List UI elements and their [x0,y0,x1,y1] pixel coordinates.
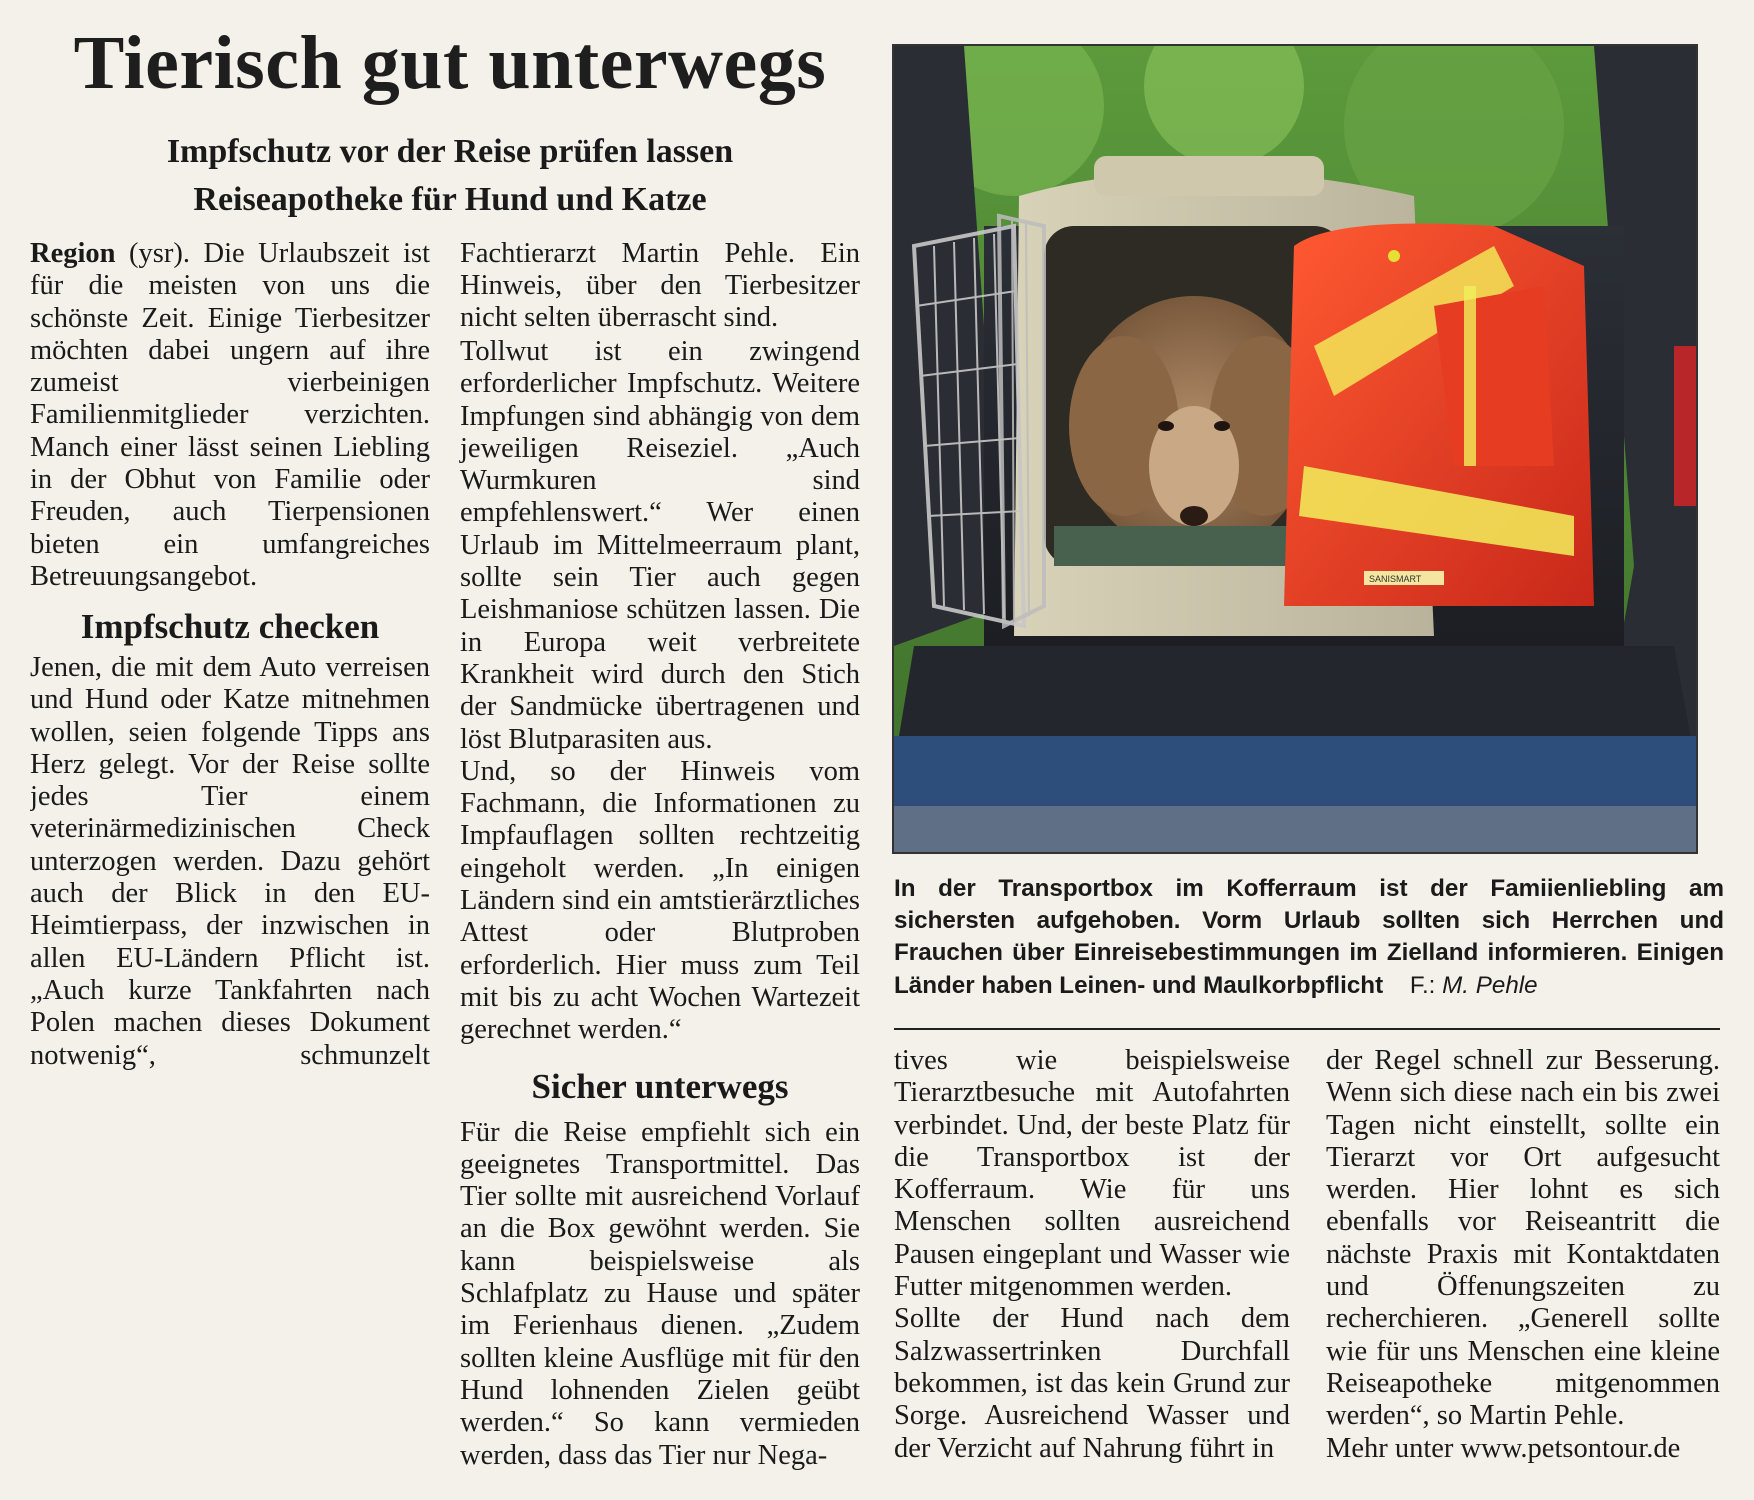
section2-paragraph-1a: Für die Reise empfiehlt sich ein geeignetes Transportmittel. Das Tier sollte mit ausreichend Vorlauf an die Box gewöhnt werden. Sie kann beispielsweise als Schlafplatz zu Hause und später im Ferienhaus dienen. „Zudem sollten kleine Ausflüge mit für den Hund lohnenden Zielen geübt werden.“ So kann vermieden werden, dass das Tier nur Nega- [460,1116,860,1471]
section-heading-impfschutz: Impfschutz checken [80,607,380,647]
photo-credit-author: M. Pehle [1442,971,1538,999]
section1-paragraph-1-continued: Fachtierarzt Martin Pehle. Ein Hinweis, über den Tierbesitzer nicht selten überrascht sind. [460,238,860,334]
article-column-1 [30,238,430,657]
dateline: Region [30,238,116,269]
article-subtitle [40,128,860,224]
section1-paragraph-2: Tollwut ist ein zwingend erforderlicher Impfschutz. Weitere Impfungen sind abhängig von dem jeweiligen Reiseziel. „Auch Wurmkuren sind empfehlenswert.“ Wer einen Urlaub im Mittelmeerraum plant, sollte sein Tier auch gegen Leishmaniose schützen lassen. Die in Europa weit verbreitete Krankheit wird durch den Stich der Sandmücke übertragenen und löst Blutparasiten aus. [460,336,860,755]
bag-label: SANISMART [1369,574,1422,584]
article-column-3 [894,1045,1290,1465]
section1-p1-part2-window [460,238,860,340]
caption-divider [894,1028,1720,1030]
subtitle-line-1: Impfschutz vor der Reise prüfen lassen [166,133,734,170]
section1-paragraph-3: Und, so der Hinweis vom Fachmann, die Informationen zu Impfauflagen sollten rechtzeitig eingeholt werden. „In einigen Ländern sind ein amtstierärztliches Attest oder Blutproben erforderlich. Hier muss zum Teil mit bis zu acht Wochen Wartezeit gerechnet werden.“ [460,755,860,1046]
caption-text: In der Transportbox im Kofferraum ist der Famiienliebling am sichersten aufgehoben. Vorm Urlaub sollten sich Herrchen und Frauchen über Einreisebestimmungen im Zielland informieren. Einigen Länder haben Leinen- und Maulkorbpflicht [894,875,1724,999]
photo-credit-label: F.: [1409,971,1436,999]
photo-caption [894,873,1724,1002]
intro-paragraph [30,238,430,593]
article-column-4 [1326,1045,1720,1465]
intro-text: (ysr). Die Urlaubszeit ist für die meisten von uns die schönste Zeit. Einige Tierbesitzer möchten dabei ungern auf ihre zumeist vierbeinigen Familienmitglieder verzichten. Manch einer lässt seinen Liebling in der Obhut von Familie oder Freuden, auch Tierpensionen bieten ein umfangreiches Betreuungsangebot. [30,238,430,592]
section2-paragraph-2b: der Regel schnell zur Besserung. Wenn sich diese nach ein bis zwei Tagen nicht einstellt, sollte ein Tierarzt vor Ort aufgesucht werden. Hier lohnt es sich ebenfalls vor Reiseantritt die nächste Praxis mit Kontaktdaten und Öffenungszeiten zu recherchieren. „Generell sollte wie für uns Menschen eine kleine Reiseapotheke mitgenommen werden“, so Martin Pehle. [1326,1045,1720,1432]
section2-paragraph-2a: Sollte der Hund nach dem Salzwassertrinken Durchfall bekommen, ist das kein Grund zur Sorge. Ausreichend Wasser und der Verzicht auf Nahrung führt in [894,1303,1290,1464]
section-heading-sicher: Sicher unterwegs [531,1066,789,1106]
more-info-link: Mehr unter www.petsontour.de [1326,1432,1681,1464]
section1-p1-part1 [30,652,430,1072]
article-column-2-body [460,336,860,1472]
section1-paragraph-1: Jenen, die mit dem Auto verreisen und Hund oder Katze mitnehmen wollen, seien folgende Tipps ans Herz gelegt. Vor der Reise sollte jedes Tier einem veterinärmedizinischen Check unterzogen werden. Dazu gehört auch der Blick in den EU-Heimtierpass, der inzwischen in allen EU-Ländern Pflicht ist. „Auch kurze Tankfahrten nach Polen machen dieses Dokument notwenig“, schmunzelt [30,652,430,1071]
section2-paragraph-1b: tives wie beispielsweise Tierarztbesuche mit Autofahrten verbindet. Und, der beste Platz für die Transportbox ist der Kofferraum. Wie für uns Menschen sollten ausreichend Pausen eingeplant und Wasser wie Futter mitgenommen werden. [894,1045,1290,1303]
article-photo [892,44,1698,854]
article-title: Tierisch gut unterwegs [73,21,827,105]
subtitle-line-2: Reiseapotheke für Hund und Katze [193,181,707,218]
dog-in-transport-box-image [894,46,1696,852]
